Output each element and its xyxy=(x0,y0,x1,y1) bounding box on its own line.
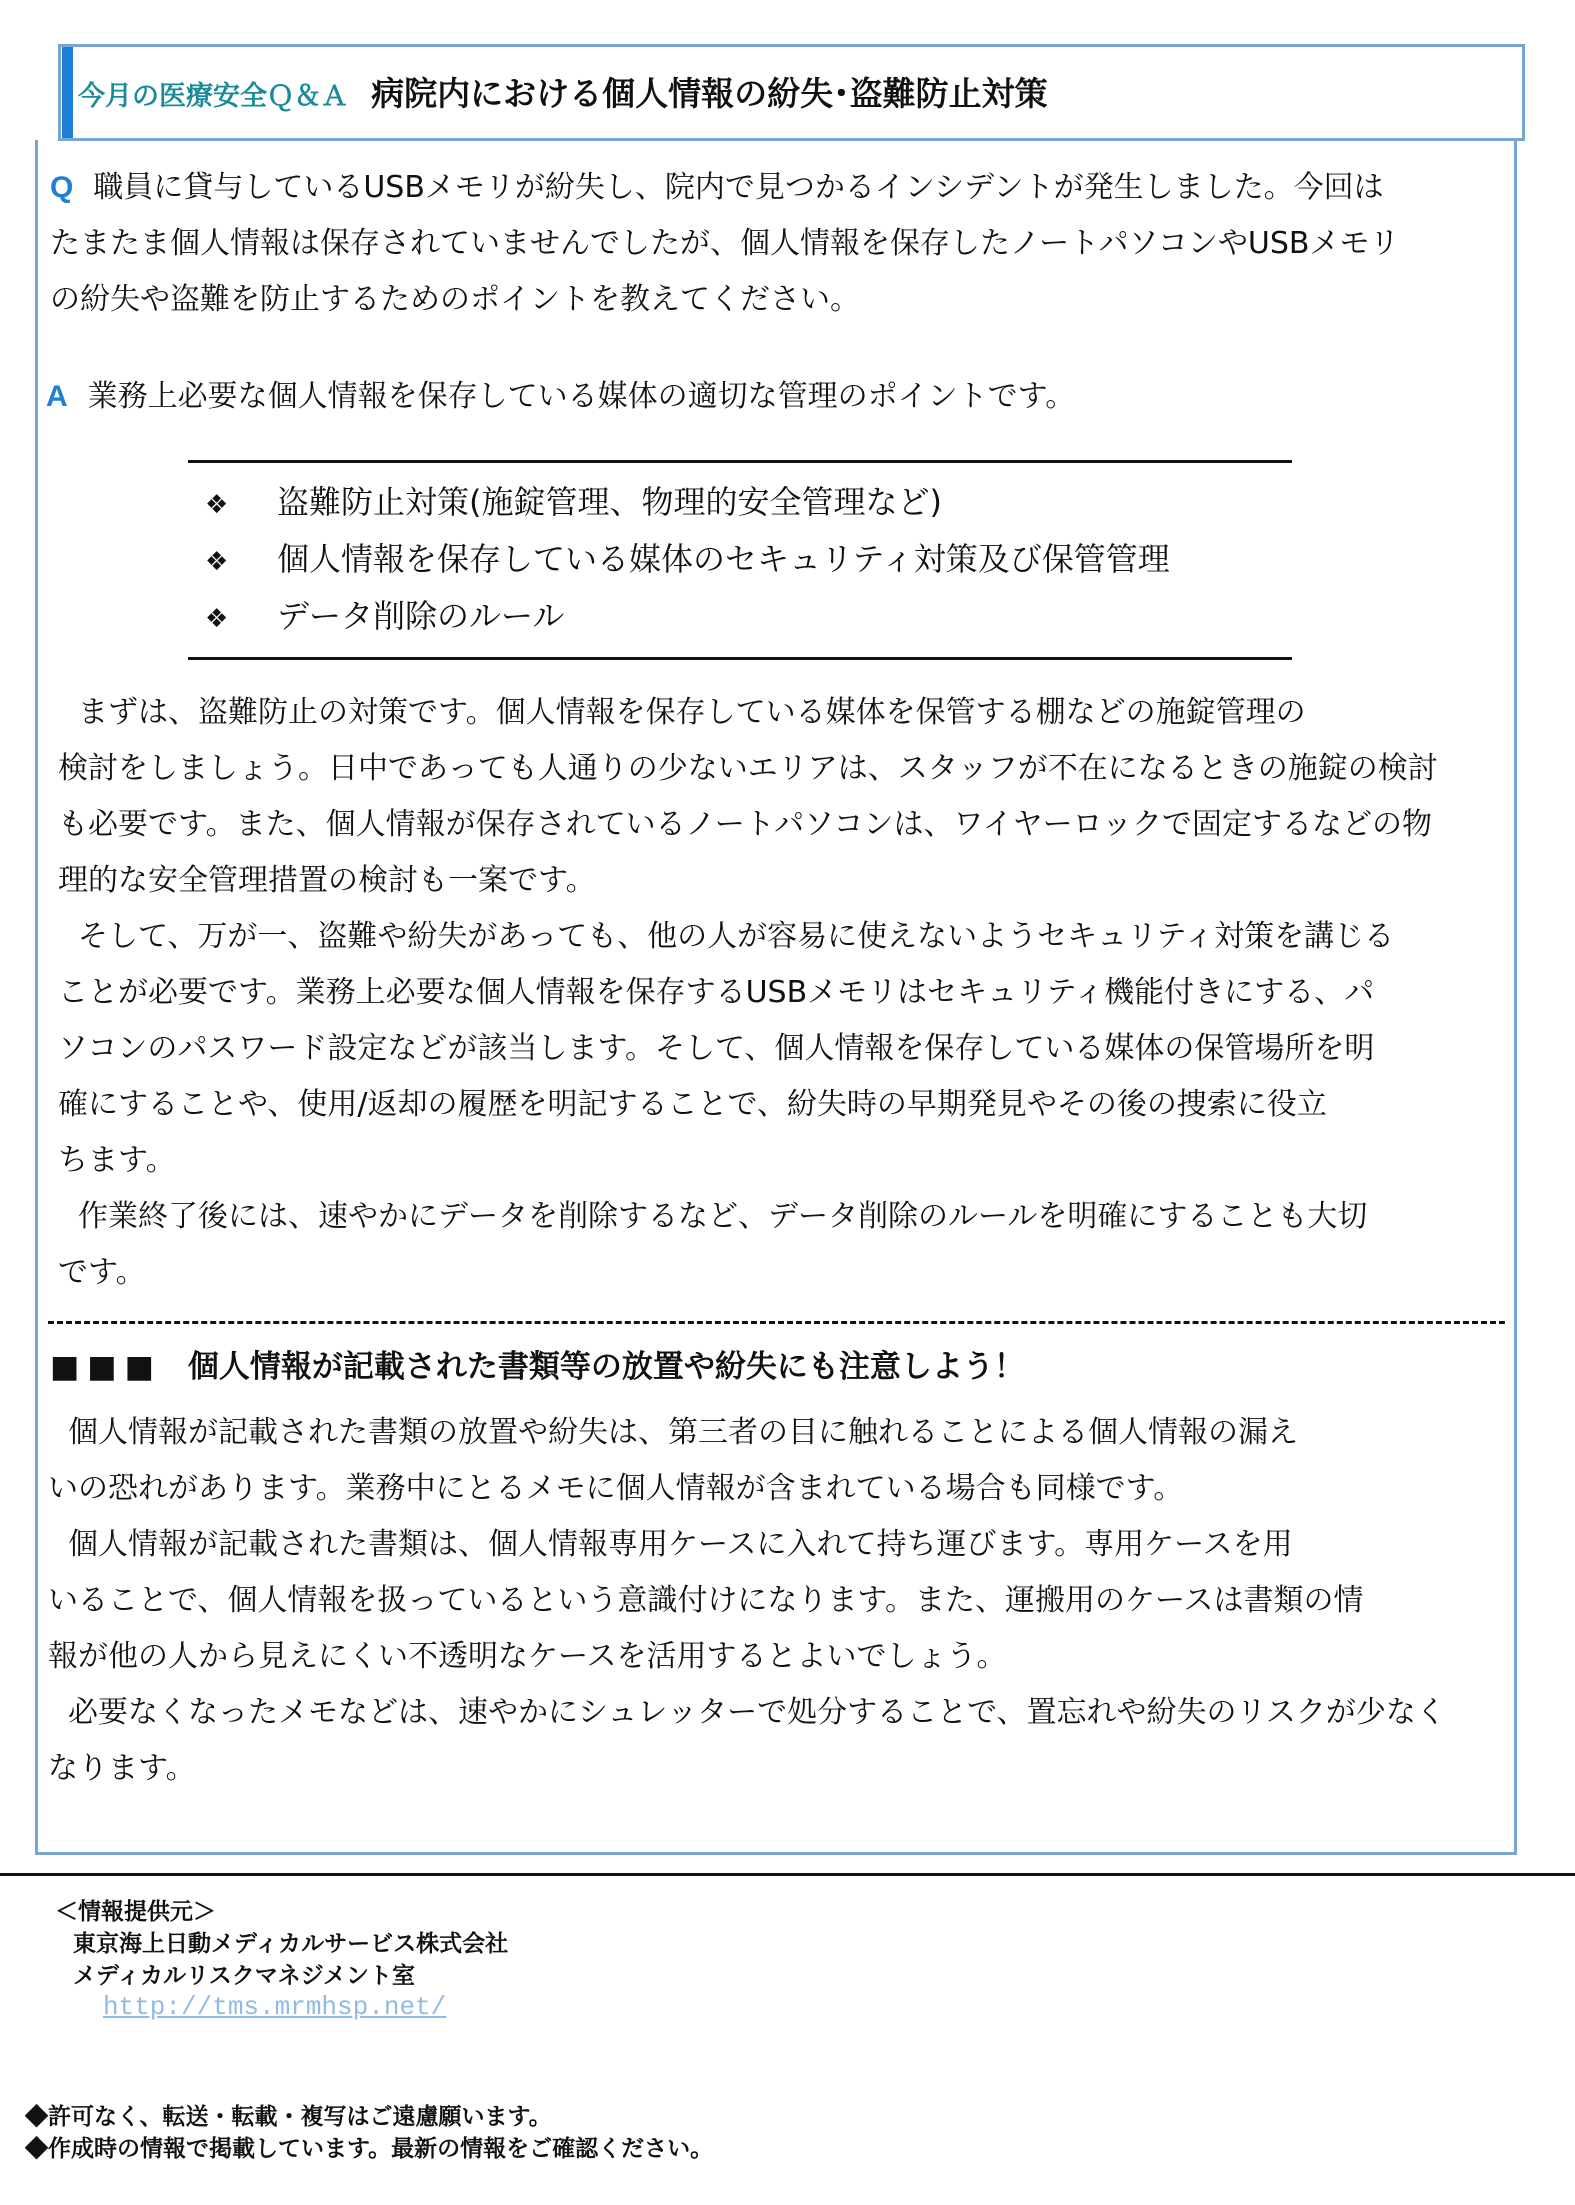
body-line: 理的な安全管理措置の検討も一案です。 xyxy=(58,863,596,898)
diamond-bullet-icon: ❖ xyxy=(205,604,229,634)
notice-heading xyxy=(50,1342,1025,1392)
diamond-bullet-icon: ❖ xyxy=(205,490,229,520)
answer-line xyxy=(46,369,1075,425)
body-line: ソコンのパスワード設定などが該当します。そして、個人情報を保存している媒体の保管場所を明 xyxy=(58,1031,1375,1066)
notice-item: ◆許可なく、転送・転載・複写はご遠慮願います。 xyxy=(25,2103,552,2129)
notice-text xyxy=(48,1405,1518,1797)
question-mark: Q xyxy=(50,171,74,204)
body-line: です。 xyxy=(58,1255,146,1290)
notice-line: いの恐れがあります。業務中にとるメモに個人情報が含まれている場合も同様です。 xyxy=(48,1471,1184,1506)
notice-line: いることで、個人情報を扱っているという意識付けになります。また、運搬用のケースは書類の情 xyxy=(48,1583,1364,1618)
body-line: まずは、盗難防止の対策です。個人情報を保存している媒体を保管する棚などの施錠管理の xyxy=(78,695,1306,730)
footer-divider xyxy=(0,1873,1575,1876)
question-line xyxy=(50,160,1520,216)
body-line: 確にすることや、使用/返却の履歴を明記することで、紛失時の早期発見やその後の捜索に役立 xyxy=(58,1087,1327,1122)
notice-item: ◆作成時の情報で掲載しています。最新の情報をご確認ください。 xyxy=(25,2135,714,2161)
body-line: ことが必要です。業務上必要な個人情報を保存するUSBメモリはセキュリティ機能付きにする、パ xyxy=(58,975,1375,1010)
question-block xyxy=(50,160,1520,328)
list-item xyxy=(205,475,1170,532)
source-label: ＜情報提供元＞ xyxy=(55,1898,216,1924)
notice-heading-text: 個人情報が記載された書類等の放置や紛失にも注意しよう！ xyxy=(187,1349,1025,1385)
point-text: データ削除のルール xyxy=(277,597,565,635)
list-item xyxy=(205,532,1170,589)
page-header xyxy=(78,72,1048,122)
answer-mark: A xyxy=(46,380,68,413)
section-divider xyxy=(48,1321,1505,1324)
square-bullets-icon: ■■■ xyxy=(50,1349,162,1385)
notice-line: 報が他の人から見えにくい不透明なケースを活用するとよいでしょう。 xyxy=(48,1639,1007,1674)
source-url-link[interactable]: http://tms.mrmhsp.net/ xyxy=(103,1992,447,2022)
body-line: そして、万が一、盗難や紛失があっても、他の人が容易に使えないようセキュリティ対策を講じる xyxy=(78,919,1395,954)
question-line: たまたま個人情報は保存されていませんでしたが、個人情報を保存したノートパソコンやUSBメモリ xyxy=(50,226,1400,261)
body-line: 検討をしましょう。日中であっても人通りの少ないエリアは、スタッフが不在になるときの施錠の検討 xyxy=(58,751,1438,786)
body-line: も必要です。また、個人情報が保存されているノートパソコンは、ワイヤーロックで固定するなどの物 xyxy=(58,807,1432,842)
body-line: 作業終了後には、速やかにデータを削除するなど、データ削除のルールを明確にすることも大切 xyxy=(78,1199,1368,1234)
copyright-notices xyxy=(25,2100,713,2164)
answer-text: 業務上必要な個人情報を保存している媒体の適切な管理のポイントです。 xyxy=(87,379,1076,414)
header-label: 今月の医療安全Ｑ＆Ａ xyxy=(78,81,348,111)
diamond-bullet-icon: ❖ xyxy=(205,547,229,577)
notice-line: 個人情報が記載された書類の放置や紛失は、第三者の目に触れることによる個人情報の漏え xyxy=(68,1415,1298,1450)
page-title: 病院内における個人情報の紛失･盗難防止対策 xyxy=(371,75,1048,112)
source-info xyxy=(55,1895,508,2023)
notice-line: なります。 xyxy=(48,1751,196,1786)
question-line: の紛失や盗難を防止するためのポイントを教えてください。 xyxy=(50,282,860,317)
points-top-rule xyxy=(188,460,1292,463)
notice-line: 必要なくなったメモなどは、速やかにシュレッターで処分することで、置忘れや紛失のリスクが少なく xyxy=(68,1695,1446,1730)
body-text xyxy=(58,685,1528,1301)
company-name: 東京海上日動メディカルサービス株式会社 xyxy=(73,1930,509,1956)
department-name: メディカルリスクマネジメント室 xyxy=(73,1962,416,1988)
question-text: 職員に貸与しているUSBメモリが紛失し、院内で見つかるインシデントが発生しました。今回は xyxy=(93,170,1384,205)
point-text: 盗難防止対策(施錠管理、物理的安全管理など) xyxy=(277,483,942,521)
body-line: ちます。 xyxy=(58,1143,176,1178)
notice-line: 個人情報が記載された書類は、個人情報専用ケースに入れて持ち運びます。専用ケースを用 xyxy=(68,1527,1293,1562)
point-text: 個人情報を保存している媒体のセキュリティ対策及び保管管理 xyxy=(277,540,1170,578)
points-bottom-rule xyxy=(188,657,1292,660)
points-list xyxy=(205,475,1170,646)
list-item xyxy=(205,589,1170,646)
header-accent-bar xyxy=(62,47,73,138)
